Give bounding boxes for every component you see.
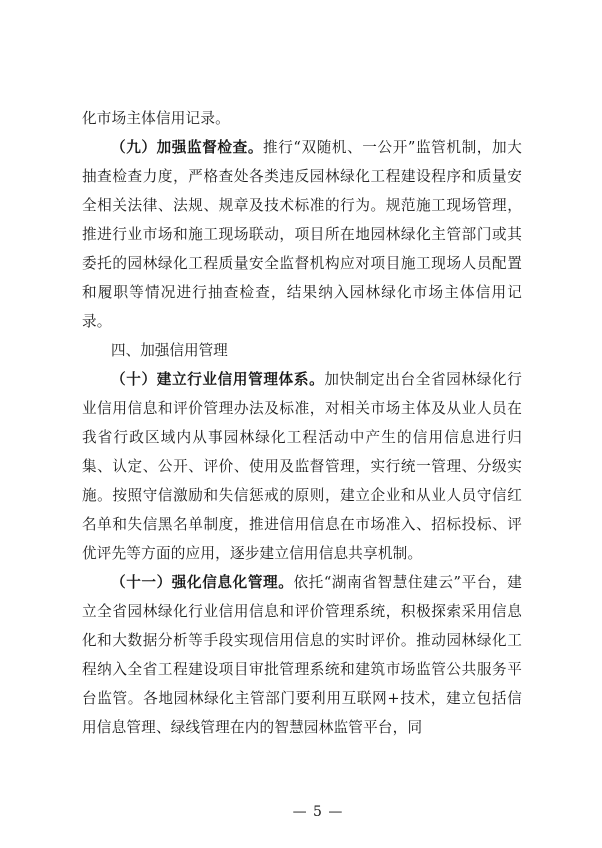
paragraph-text-credit-system: 加快制定出台全省园林绿化行业信用信息和评价管理办法及标准，对相关市场主体及从业人员在我省行政区域内从事园林绿化工程活动中产生的信用信息进行归集、认定、公开、评价、使用及监督管理，实行统一管理、分级实施。按照守信激励和失信惩戒的原则，建立企业和从业人员守信红名单和失信黑名单制度，推进信用信息在市场准入、招标投标、评优评先等方面的应用，逐步建立信用信息共享机制。: [82, 371, 522, 562]
section-heading-credit-management: 四、加强信用管理: [111, 342, 228, 359]
paragraph-text-supervision: 推行“双随机、一公开”监管机制，加大抽查检查力度，严格查处各类违反园林绿化工程建设程序和质量安全相关法律、法规、规章及技术标准的行为。规范施工现场管理，推进行业市场和施工现场联动，项目所在地园林绿化主管部门或其委托的园林绿化工程质量安全监督机构应对项目施工现场人员配置和履职等情况进行抽查检查，结果纳入园林绿化市场主体信用记录。: [82, 139, 522, 330]
paragraph-informatization: [82, 568, 522, 742]
paragraph-text-informatization: 依托“湖南省智慧住建云”平台，建立全省园林绿化行业信用信息和评价管理系统，积极探索采用信息化和大数据分析等手段实现信用信息的实时评价。推动园林绿化工程纳入全省工程建设项目审批管理系统和建筑市场监管公共服务平台监管。各地园林绿化主管部门要利用互联网+技术，建立包括信用信息管理、绿线管理在内的智慧园林监管平台，同: [82, 574, 523, 736]
paragraph-credit-system: [82, 365, 522, 568]
paragraph-continuation: 化市场主体信用记录。: [82, 110, 230, 127]
page-number: — 5 —: [292, 804, 344, 820]
paragraph-heading-informatization: （十一）强化信息化管理。: [111, 574, 294, 591]
paragraph-supervision: [82, 133, 522, 336]
paragraph-heading-credit-system: （十）建立行业信用管理体系。: [111, 371, 325, 388]
document-body: [82, 104, 522, 742]
paragraph-heading-supervision: （九）加强监督检查。: [111, 139, 264, 156]
